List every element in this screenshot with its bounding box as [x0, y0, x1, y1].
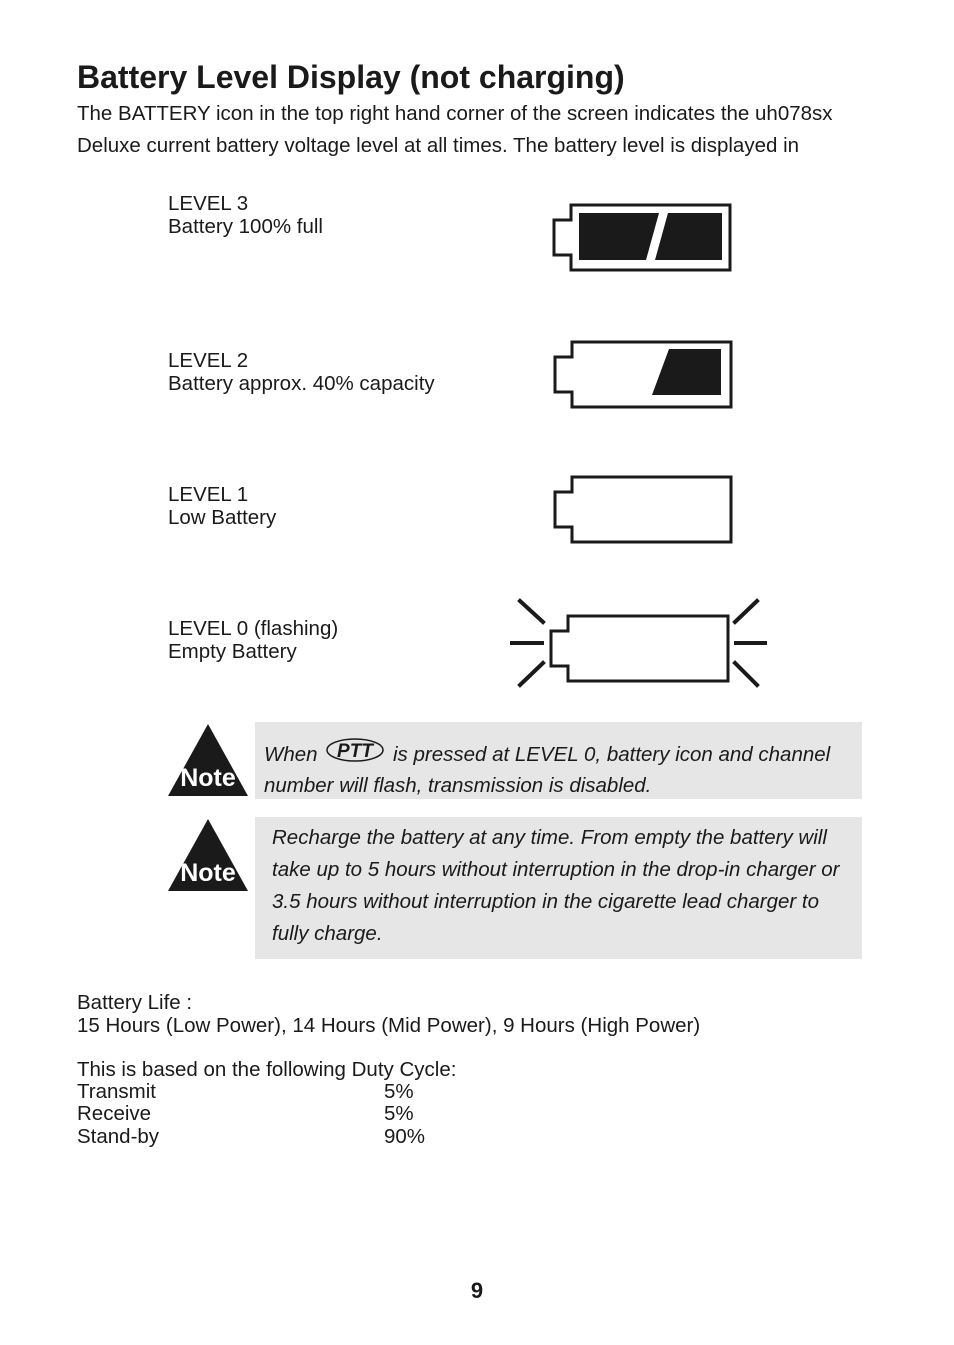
- note-box-ptt: [255, 722, 862, 799]
- level-0-label: [168, 617, 338, 663]
- intro-paragraph: The BATTERY icon in the top right hand corner of the screen indicates the uh078sx Deluxe current battery voltage level at all times. The battery level is displayed in: [77, 102, 833, 157]
- level-desc: Battery approx. 40% capacity: [168, 372, 435, 395]
- page-title: Battery Level Display (not charging): [77, 59, 625, 95]
- ptt-button-label: PTT: [337, 741, 374, 762]
- ptt-button-icon: [325, 737, 385, 771]
- level-desc: Low Battery: [168, 506, 277, 529]
- duty-row-receive: [77, 1103, 497, 1126]
- duty-label: Stand-by: [77, 1125, 160, 1148]
- level-name: LEVEL 2: [168, 349, 249, 372]
- duty-value: 5%: [384, 1080, 414, 1103]
- note-text-before: When: [264, 743, 318, 766]
- note-text: Recharge the battery at any time. From empty the battery will take up to 5 hours without interruption in the drop-in charger or 3.5 hours without interruption in the cigarette lead charger to fully charge.: [272, 826, 840, 945]
- note-icon: [166, 722, 250, 798]
- duty-value: 5%: [384, 1102, 414, 1125]
- battery-life: [77, 992, 700, 1037]
- level-name: LEVEL 3: [168, 192, 249, 215]
- battery-empty-icon: [551, 474, 735, 546]
- level-name: LEVEL 1: [168, 483, 249, 506]
- duty-label: Receive: [77, 1102, 152, 1125]
- duty-cycle-intro: This is based on the following Duty Cycle:: [77, 1058, 457, 1081]
- duty-value: 90%: [384, 1125, 426, 1148]
- note-icon: [166, 817, 250, 893]
- note-label: Note: [180, 764, 236, 792]
- note-box-recharge: [255, 817, 862, 959]
- battery-life-label: Battery Life :: [77, 991, 193, 1014]
- level-3-label: [168, 192, 323, 238]
- page-number: 9: [470, 1278, 484, 1303]
- level-name: LEVEL 0 (flashing): [168, 617, 339, 640]
- duty-row-standby: [77, 1126, 497, 1149]
- duty-row-transmit: [77, 1081, 497, 1104]
- note-text-after: is pressed at LEVEL 0, battery icon and channel number will flash, transmission is disabled.: [264, 743, 831, 797]
- battery-full-icon: [550, 202, 734, 274]
- level-desc: Empty Battery: [168, 640, 297, 663]
- level-desc: Battery 100% full: [168, 215, 323, 238]
- duty-label: Transmit: [77, 1080, 156, 1103]
- note-text: [264, 737, 854, 800]
- level-2-label: [168, 349, 435, 395]
- level-1-label: [168, 483, 276, 529]
- note-label: Note: [180, 859, 236, 887]
- battery-half-icon: [551, 339, 735, 411]
- battery-flashing-icon: [506, 595, 771, 690]
- battery-life-value: 15 Hours (Low Power), 14 Hours (Mid Power), 9 Hours (High Power): [77, 1013, 701, 1037]
